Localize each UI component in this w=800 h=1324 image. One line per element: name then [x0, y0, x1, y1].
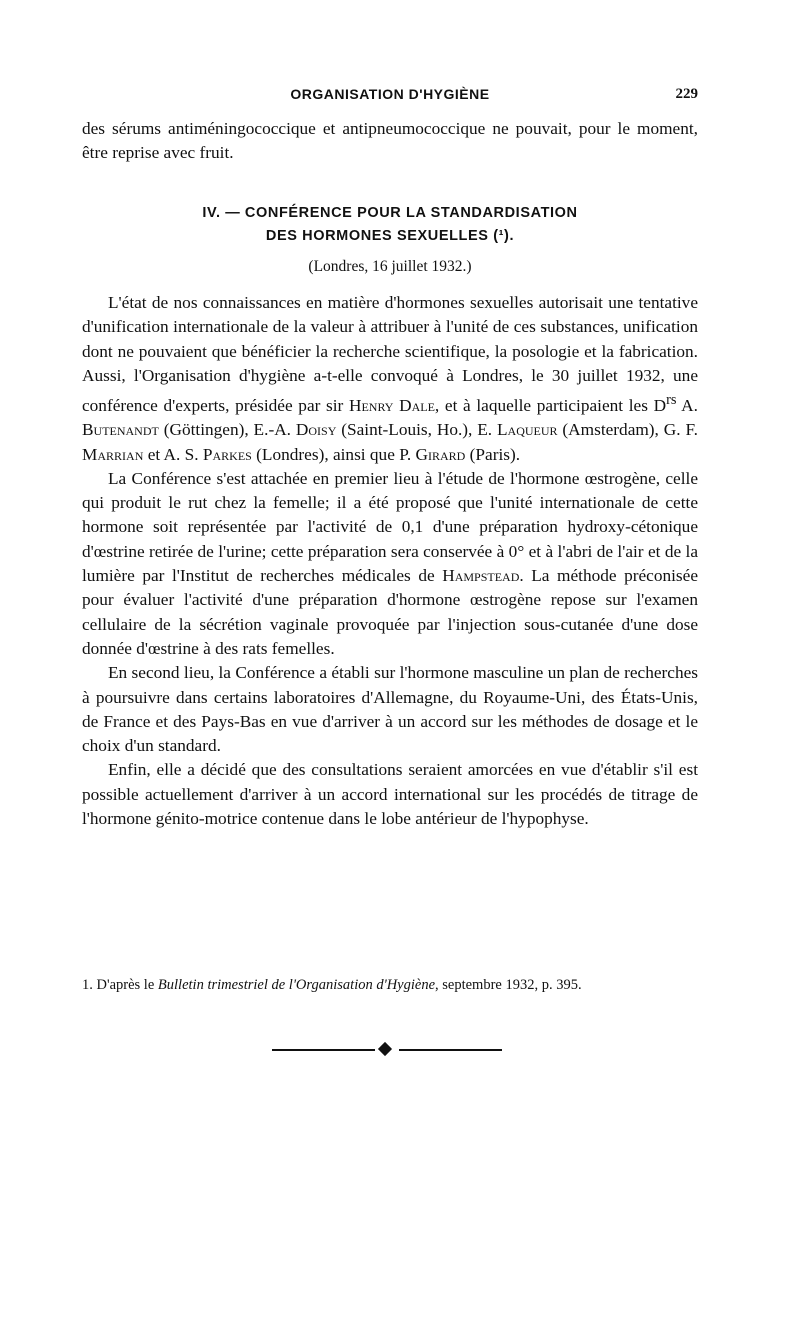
- place-name: Hampstead: [442, 566, 520, 586]
- paragraph-2: La Conférence s'est attachée en premier lieu à l'étude de l'hormone œstrogène, celle qui produit le rut chez la femelle; il a été proposé que l'unité internationale de cette hormone soit représentée par l'activité de 0,1 d'une préparation hydroxy-cétonique d'œstrine retirée de l'urine; cette préparation sera conservée à 0° et à l'abri de l'air et de la lumière par l'Institut de recherches médicales de Hampstead. La méthode préconisée pour évaluer l'activité d'une préparation d'hormone œstrogène repose sur l'examen cellulaire de la sécrétion vaginale provoquée par l'injection sous-cutanée d'une dose donnée d'œstrine à des rats femelles.: [82, 468, 698, 658]
- ornament-rule-left: [272, 1049, 375, 1051]
- running-title: ORGANISATION D'HYGIÈNE: [290, 86, 490, 102]
- person-name: Henry Dale: [348, 395, 435, 415]
- end-ornament: [272, 1042, 502, 1058]
- intro-paragraph: [82, 117, 698, 166]
- section-heading-line-2: [82, 225, 698, 247]
- heading-footnote-marker: (¹).: [493, 228, 515, 244]
- intro-text: des sérums antiméningococcique et antipneumococcique ne pouvait, pour le moment, être reprise avec fruit.: [82, 119, 698, 163]
- paragraph-3: En second lieu, la Conférence a établi sur l'hormone masculine un plan de recherches à poursuivre dans certains laboratoires d'Allemagne, du Royaume-Uni, des États-Unis, de France et des Pays-Bas en vue d'arriver à un accord sur les méthodes de dosage et le choix d'un standard.: [82, 663, 698, 756]
- diamond-icon: [378, 1042, 392, 1056]
- person-name: Parkes: [202, 444, 252, 464]
- place-date: (Londres, 16 juillet 1932.): [308, 258, 472, 275]
- footnote-source-title: Bulletin trimestriel de l'Organisation d'Hygiène: [157, 977, 436, 993]
- paragraph-4: Enfin, elle a décidé que des consultations seraient amorcées en vue d'établir s'il est possible actuellement d'arriver à un accord international sur les procédés de titrage de l'hormone génito-motrice contenue dans le lobe antérieur de l'hypophyse.: [82, 760, 698, 828]
- footnote: 1. D'après le Bulletin trimestriel de l'Organisation d'Hygiène, septembre 1932, p. 395.: [82, 977, 582, 993]
- person-name: Marrian: [82, 444, 144, 464]
- main-text: [82, 291, 698, 831]
- running-head: [82, 86, 698, 108]
- section-heading-line-1: IV. — CONFÉRENCE POUR LA STANDARDISATION: [202, 205, 578, 221]
- person-name: Butenandt: [82, 420, 159, 440]
- paragraph-1: L'état de nos connaissances en matière d'hormones sexuelles autorisait une tentative d'unification internationale de la valeur à attribuer à l'unité de ces substances, unification dont ne pouvaient que bénéficier la recherche scientifique, la posologie et la fabrication. Aussi, l'Organisation d'hygiène a-t-elle convoqué à Londres, le 30 juillet 1932, une conférence d'experts, présidée par sir Henry Dale, et à laquelle participaient les $D^{rs}$ A. Butenandt (Göttingen), E.-A. Doisy (Saint-Louis, Ho.), E. Laqueur (Amsterdam), G. F. Marrian et A. S. Parkes (Londres), ainsi que P. Girard (Paris).: [82, 293, 698, 464]
- section-heading-text: DES HORMONES SEXUELLES: [265, 228, 489, 244]
- doctors-abbrev: rs: [666, 392, 677, 409]
- ornament-rule-right: [399, 1049, 502, 1051]
- person-name: Laqueur: [496, 420, 558, 440]
- person-name: Doisy: [295, 420, 337, 440]
- page-number: 229: [675, 86, 698, 102]
- person-name: Girard: [415, 444, 466, 464]
